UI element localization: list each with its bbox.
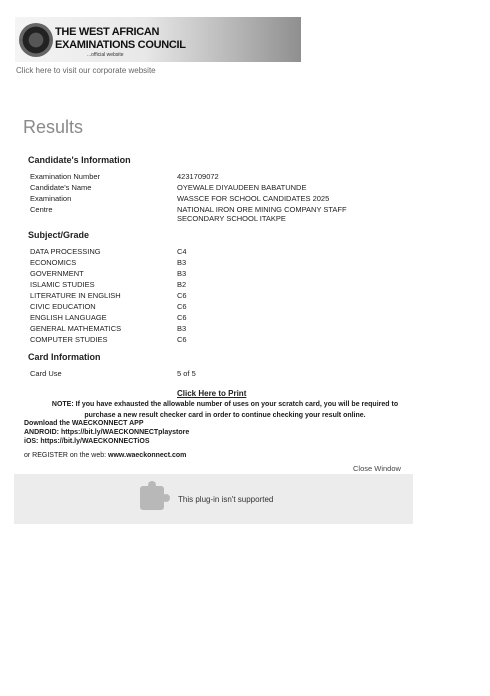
subject-name: GENERAL MATHEMATICS	[30, 324, 122, 333]
org-name-line2: EXAMINATIONS COUNCIL	[55, 39, 186, 51]
print-link[interactable]: Click Here to Print	[177, 389, 247, 398]
examination-value: WASSCE FOR SCHOOL CANDIDATES 2025	[177, 194, 330, 203]
puzzle-piece-icon	[140, 486, 164, 510]
subject-name: ECONOMICS	[30, 258, 77, 267]
subject-grade: C4	[177, 247, 187, 256]
subject-grade: C6	[177, 302, 187, 311]
org-name-line1: THE WEST AFRICAN	[55, 26, 160, 38]
subject-grade: B3	[177, 258, 187, 267]
plugin-message: This plug-in isn't supported	[178, 495, 274, 504]
note-text	[35, 400, 415, 421]
subject-grade: C6	[177, 335, 187, 344]
subject-name: ENGLISH LANGUAGE	[30, 313, 107, 322]
org-tagline: ...official website	[87, 52, 124, 58]
close-window-link[interactable]: Close Window	[353, 464, 401, 473]
subject-grade-heading: Subject/Grade	[28, 230, 90, 240]
card-use-label: Card Use	[30, 369, 62, 378]
subject-grade: C6	[177, 291, 187, 300]
subject-grade: B3	[177, 269, 187, 278]
subject-grade: B3	[177, 324, 187, 333]
subject-name: ISLAMIC STUDIES	[30, 280, 95, 289]
exam-number-label: Examination Number	[30, 172, 101, 181]
subject-name: DATA PROCESSING	[30, 247, 101, 256]
download-app-heading: Download the WAECKONNECT APP	[24, 420, 144, 427]
subject-name: LITERATURE IN ENGLISH	[30, 291, 121, 300]
register-line	[24, 452, 186, 459]
candidate-name-label: Candidate's Name	[30, 183, 92, 192]
subject-name: GOVERNMENT	[30, 269, 84, 278]
subject-grade: B2	[177, 280, 187, 289]
ios-link[interactable]: iOS: https://bit.ly/WAECKONNECTiOS	[24, 438, 150, 445]
centre-label: Centre	[30, 205, 53, 214]
candidate-info-heading: Candidate's Information	[28, 155, 131, 165]
header-banner[interactable]	[15, 17, 301, 62]
subject-name: COMPUTER STUDIES	[30, 335, 108, 344]
waec-logo-icon	[19, 23, 53, 57]
subject-grade: C6	[177, 313, 187, 322]
page-title: Results	[23, 117, 84, 137]
centre-value-line1: NATIONAL IRON ORE MINING COMPANY STAFF	[177, 205, 347, 214]
card-info-heading: Card Information	[28, 352, 101, 362]
note-prefix: NOTE:	[51, 401, 74, 408]
corporate-website-link[interactable]: Click here to visit our corporate website	[16, 66, 156, 75]
note-line2: purchase a new result checker card in order to continue checking your result online.	[84, 411, 366, 419]
examination-label: Examination	[30, 194, 72, 203]
note-line1: If you have exhausted the allowable number of uses on your scratch card, you will be required to	[75, 401, 399, 408]
card-use-value: 5 of 5	[177, 369, 196, 378]
subject-name: CIVIC EDUCATION	[30, 302, 96, 311]
register-url-link[interactable]: www.waeckonnect.com	[108, 452, 187, 459]
plugin-placeholder	[14, 474, 413, 524]
android-link[interactable]: ANDROID: https://bit.ly/WAECKONNECTplaystore	[24, 429, 190, 436]
exam-number-value: 4231709072	[177, 172, 219, 181]
candidate-name-value: OYEWALE DIYAUDEEN BABATUNDE	[177, 183, 307, 192]
centre-value-line2: SECONDARY SCHOOL ITAKPE	[177, 214, 286, 223]
register-prefix: or REGISTER on the web:	[24, 452, 107, 459]
